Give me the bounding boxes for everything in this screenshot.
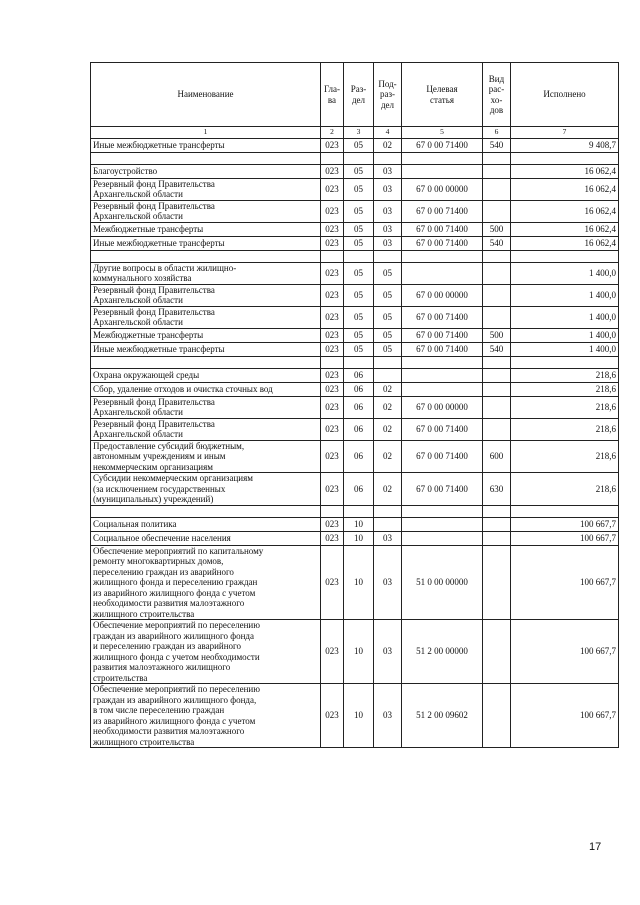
subsection-code: 03 [374,620,402,684]
subsection-code: 05 [374,328,402,342]
executed-amount: 1 400,0 [511,342,619,356]
expense-kind: 600 [483,440,511,473]
executed-amount: 1 400,0 [511,284,619,306]
item-name: Резервный фонд Правительства Архангельской области [91,418,321,440]
section-code: 05 [344,342,374,356]
section-code: 05 [344,164,374,178]
empty-cell [374,505,402,517]
empty-cell [321,505,344,517]
chapter-code: 023 [321,418,344,440]
executed-amount: 1 400,0 [511,306,619,328]
subsection-code: 02 [374,382,402,396]
item-name: Иные межбюджетные трансферты [91,138,321,152]
expense-kind [483,418,511,440]
empty-cell [344,250,374,262]
empty-cell [511,505,619,517]
header-chapter: Гла- ва [321,63,344,127]
header-subsection: Под- раз- дел [374,63,402,127]
header-section: Раз- дел [344,63,374,127]
target-article [402,517,483,531]
item-name: Межбюджетные трансферты [91,328,321,342]
executed-amount: 100 667,7 [511,620,619,684]
header-target: Целевая статья [402,63,483,127]
section-code: 10 [344,620,374,684]
executed-amount: 218,6 [511,418,619,440]
empty-cell [483,250,511,262]
column-number: 1 [91,127,321,139]
table-row [91,620,619,684]
chapter-code: 023 [321,531,344,545]
section-code: 10 [344,684,374,748]
empty-cell [91,152,321,164]
chapter-code: 023 [321,178,344,200]
item-name: Обеспечение мероприятий по переселению граждан из аварийного жилищного фонда, в том числе переселению граждан из аварийного жилищного фонда с учетом необходимости развития малоэтажного жилищного строительства [91,684,321,748]
executed-amount: 9 408,7 [511,138,619,152]
subsection-code: 03 [374,222,402,236]
expense-kind [483,262,511,284]
table-row [91,200,619,222]
table-row [91,328,619,342]
empty-cell [374,250,402,262]
empty-cell [402,152,483,164]
chapter-code: 023 [321,396,344,418]
chapter-code: 023 [321,262,344,284]
target-article: 67 0 00 71400 [402,342,483,356]
target-article [402,531,483,545]
chapter-code: 023 [321,138,344,152]
header-kind: Вид рас- хо- дов [483,63,511,127]
chapter-code: 023 [321,545,344,620]
empty-cell [511,356,619,368]
empty-cell [374,152,402,164]
table-row [91,138,619,152]
subsection-code: 03 [374,545,402,620]
item-name: Резервный фонд Правительства Архангельской области [91,200,321,222]
chapter-code: 023 [321,473,344,506]
item-name: Резервный фонд Правительства Архангельской области [91,306,321,328]
empty-cell [483,356,511,368]
column-number: 4 [374,127,402,139]
expense-kind [483,620,511,684]
target-article: 67 0 00 71400 [402,440,483,473]
subsection-code: 03 [374,200,402,222]
executed-amount: 100 667,7 [511,684,619,748]
subsection-code: 02 [374,440,402,473]
target-article: 67 0 00 71400 [402,418,483,440]
target-article [402,262,483,284]
page-number: 17 [589,841,602,853]
table-row [91,473,619,506]
target-article: 67 0 00 71400 [402,200,483,222]
spacer-row [91,152,619,164]
subsection-code [374,517,402,531]
expense-kind [483,517,511,531]
item-name: Обеспечение мероприятий по капитальному ремонту многоквартирных домов, переселению граждан из аварийного жилищного фонда и переселению граждан из аварийного жилищного фонда с учетом необходимости развития малоэтажного жилищного строительства [91,545,321,620]
target-article: 67 0 00 00000 [402,178,483,200]
target-article: 67 0 00 71400 [402,306,483,328]
subsection-code: 03 [374,236,402,250]
section-code: 05 [344,284,374,306]
spacer-row [91,356,619,368]
target-article [402,382,483,396]
empty-cell [402,356,483,368]
target-article [402,164,483,178]
expense-kind: 540 [483,342,511,356]
chapter-code: 023 [321,382,344,396]
executed-amount: 16 062,4 [511,164,619,178]
executed-amount: 16 062,4 [511,178,619,200]
chapter-code: 023 [321,440,344,473]
chapter-code: 023 [321,517,344,531]
subsection-code: 05 [374,342,402,356]
item-name: Межбюджетные трансферты [91,222,321,236]
table-row [91,517,619,531]
section-code: 06 [344,368,374,382]
spacer-row [91,505,619,517]
empty-cell [344,356,374,368]
chapter-code: 023 [321,164,344,178]
target-article: 67 0 00 71400 [402,236,483,250]
item-name: Сбор, удаление отходов и очистка сточных вод [91,382,321,396]
item-name: Благоустройство [91,164,321,178]
empty-cell [321,356,344,368]
executed-amount: 100 667,7 [511,531,619,545]
column-number-row [91,127,619,139]
empty-cell [511,250,619,262]
empty-cell [91,356,321,368]
table-row [91,342,619,356]
chapter-code: 023 [321,284,344,306]
section-code: 06 [344,440,374,473]
item-name: Охрана окружающей среды [91,368,321,382]
empty-cell [402,505,483,517]
chapter-code: 023 [321,368,344,382]
chapter-code: 023 [321,222,344,236]
subsection-code [374,368,402,382]
subsection-code: 02 [374,473,402,506]
chapter-code: 023 [321,200,344,222]
expense-kind [483,284,511,306]
chapter-code: 023 [321,236,344,250]
empty-cell [402,250,483,262]
subsection-code: 02 [374,418,402,440]
item-name: Социальное обеспечение населения [91,531,321,545]
column-number: 5 [402,127,483,139]
expense-kind [483,396,511,418]
subsection-code: 02 [374,396,402,418]
table-row [91,236,619,250]
empty-cell [91,250,321,262]
table-row [91,306,619,328]
executed-amount: 218,6 [511,396,619,418]
chapter-code: 023 [321,328,344,342]
table-row [91,440,619,473]
empty-cell [344,152,374,164]
subsection-code: 03 [374,178,402,200]
target-article: 51 2 00 09602 [402,684,483,748]
section-code: 10 [344,545,374,620]
table-row [91,545,619,620]
item-name: Обеспечение мероприятий по переселению граждан из аварийного жилищного фонда и переселению граждан из аварийного жилищного фонда с учетом необходимости развития малоэтажного жилищного строительства [91,620,321,684]
executed-amount: 100 667,7 [511,545,619,620]
table-row [91,531,619,545]
column-number: 7 [511,127,619,139]
section-code: 06 [344,418,374,440]
spacer-row [91,250,619,262]
subsection-code: 02 [374,138,402,152]
target-article: 51 2 00 00000 [402,620,483,684]
executed-amount: 16 062,4 [511,236,619,250]
table-row [91,396,619,418]
subsection-code: 03 [374,684,402,748]
table-row [91,382,619,396]
section-code: 05 [344,138,374,152]
empty-cell [321,250,344,262]
expense-kind [483,545,511,620]
section-code: 05 [344,178,374,200]
section-code: 05 [344,262,374,284]
executed-amount: 218,6 [511,473,619,506]
chapter-code: 023 [321,306,344,328]
chapter-code: 023 [321,684,344,748]
column-number: 3 [344,127,374,139]
expense-kind [483,164,511,178]
executed-amount: 100 667,7 [511,517,619,531]
header-executed: Исполнено [511,63,619,127]
expense-kind: 630 [483,473,511,506]
empty-cell [483,505,511,517]
table-row [91,178,619,200]
expense-kind [483,382,511,396]
expense-kind [483,306,511,328]
target-article [402,368,483,382]
target-article: 67 0 00 00000 [402,284,483,306]
executed-amount: 16 062,4 [511,222,619,236]
target-article: 51 0 00 00000 [402,545,483,620]
item-name: Резервный фонд Правительства Архангельской области [91,284,321,306]
empty-cell [321,152,344,164]
executed-amount: 1 400,0 [511,328,619,342]
table-row [91,164,619,178]
expense-kind [483,368,511,382]
section-code: 06 [344,473,374,506]
target-article: 67 0 00 71400 [402,222,483,236]
table-row [91,284,619,306]
table-row [91,262,619,284]
item-name: Резервный фонд Правительства Архангельской области [91,178,321,200]
target-article: 67 0 00 00000 [402,396,483,418]
section-code: 10 [344,517,374,531]
header-name: Наименование [91,63,321,127]
item-name: Резервный фонд Правительства Архангельской области [91,396,321,418]
chapter-code: 023 [321,620,344,684]
target-article: 67 0 00 71400 [402,473,483,506]
empty-cell [483,152,511,164]
item-name: Иные межбюджетные трансферты [91,236,321,250]
empty-cell [511,152,619,164]
subsection-code: 05 [374,262,402,284]
executed-amount: 16 062,4 [511,200,619,222]
expense-kind: 500 [483,328,511,342]
target-article: 67 0 00 71400 [402,328,483,342]
executed-amount: 218,6 [511,382,619,396]
executed-amount: 218,6 [511,368,619,382]
item-name: Социальная политика [91,517,321,531]
table-row [91,418,619,440]
section-code: 06 [344,396,374,418]
section-code: 05 [344,306,374,328]
subsection-code: 05 [374,284,402,306]
item-name: Другие вопросы в области жилищно- коммунального хозяйства [91,262,321,284]
subsection-code: 03 [374,164,402,178]
section-code: 05 [344,222,374,236]
table-header-row [91,63,619,127]
executed-amount: 1 400,0 [511,262,619,284]
budget-execution-table [90,62,619,748]
section-code: 05 [344,200,374,222]
empty-cell [344,505,374,517]
section-code: 06 [344,382,374,396]
item-name: Иные межбюджетные трансферты [91,342,321,356]
section-code: 10 [344,531,374,545]
expense-kind: 540 [483,236,511,250]
expense-kind: 500 [483,222,511,236]
expense-kind [483,684,511,748]
chapter-code: 023 [321,342,344,356]
section-code: 05 [344,236,374,250]
expense-kind [483,178,511,200]
target-article: 67 0 00 71400 [402,138,483,152]
table-row [91,222,619,236]
subsection-code: 05 [374,306,402,328]
empty-cell [91,505,321,517]
expense-kind [483,531,511,545]
expense-kind: 540 [483,138,511,152]
column-number: 2 [321,127,344,139]
expense-kind [483,200,511,222]
table-row [91,368,619,382]
table-row [91,684,619,748]
empty-cell [374,356,402,368]
section-code: 05 [344,328,374,342]
item-name: Предоставление субсидий бюджетным, автономным учреждениям и иным некоммерческим организациям [91,440,321,473]
item-name: Субсидии некоммерческим организациям (за исключением государственных (муниципальных) учреждений) [91,473,321,506]
column-number: 6 [483,127,511,139]
executed-amount: 218,6 [511,440,619,473]
subsection-code: 03 [374,531,402,545]
